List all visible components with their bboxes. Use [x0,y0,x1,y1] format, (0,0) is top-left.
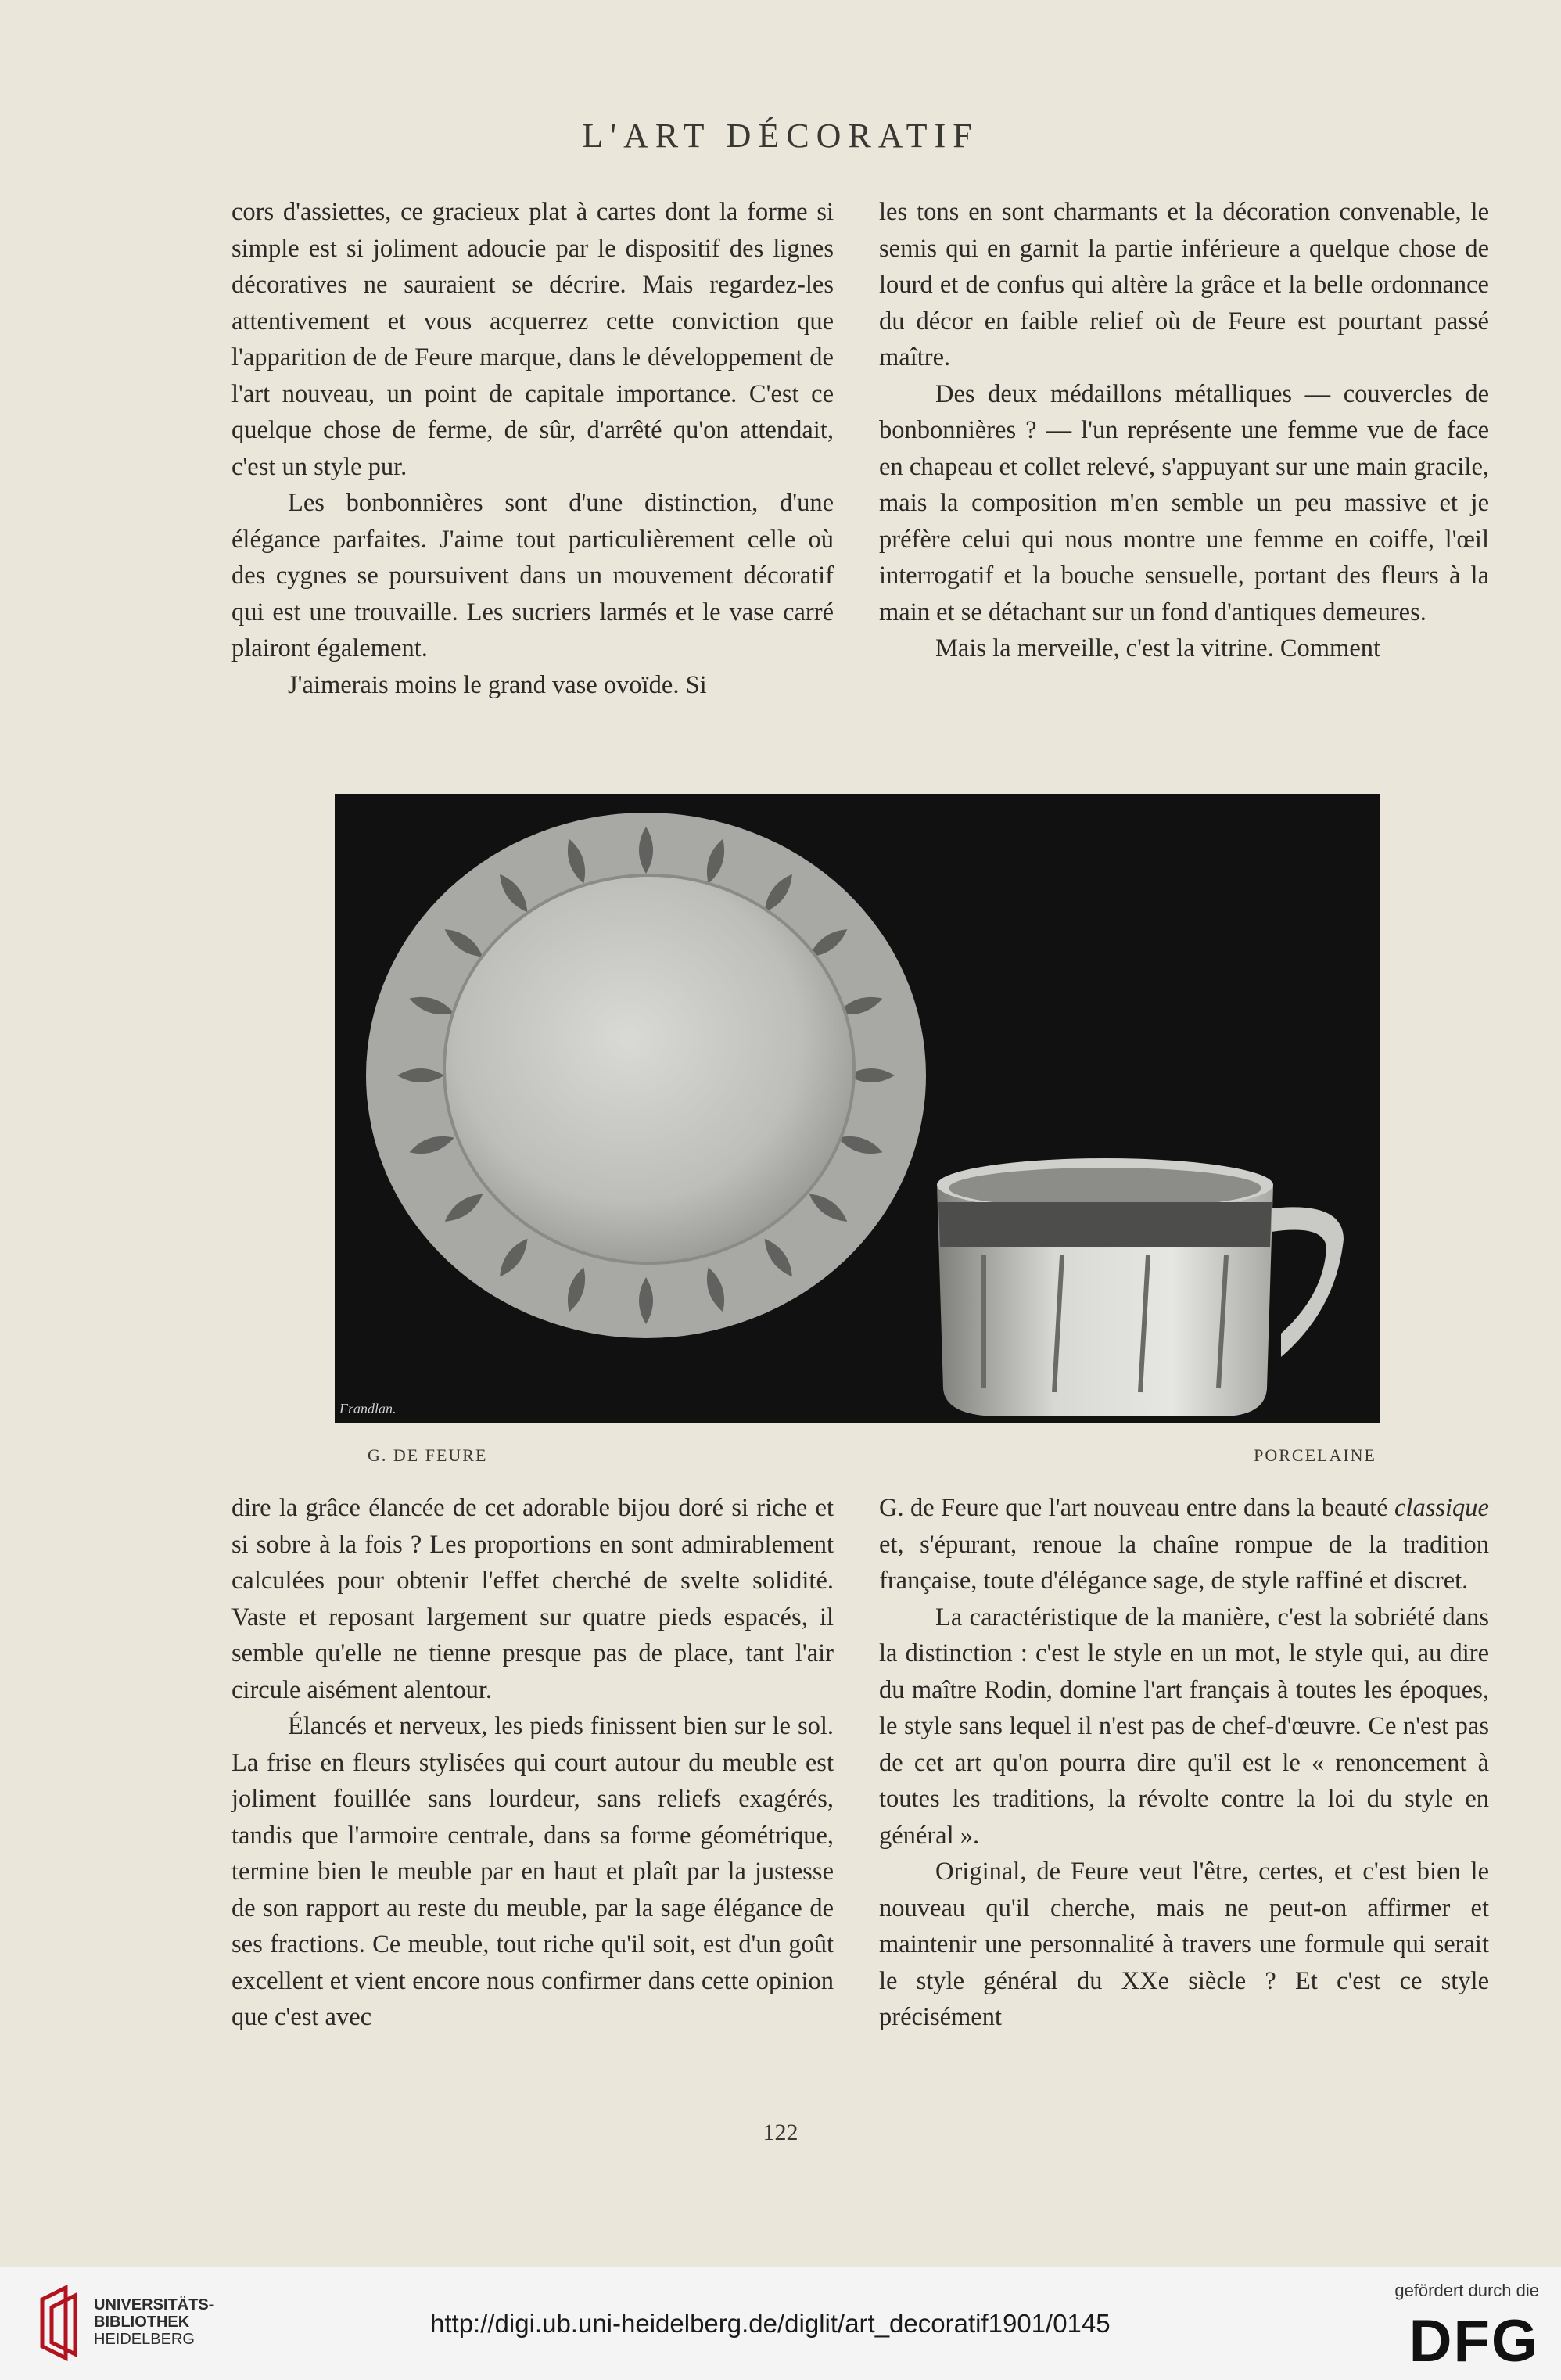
text-column-bottom-right [879,1490,1489,2036]
emphasis: classique [1394,1494,1489,1522]
page-number: 122 [763,2120,798,2145]
funding-note: gefördert durch die [1394,2281,1539,2300]
digitization-footer [0,2267,1561,2380]
paragraph: dire la grâce élancée de cet adorable bijou doré si riche et si sobre à la fois ? Les proportions en sont admirablement calculées pour obtenir l'effet cherché de svelte solidité. Vaste et reposant largement sur quatre pieds espacés, il semble qu'elle ne tienne presque pas de place, tant l'air circule aisément alentour. [231,1494,834,1704]
plate-well [444,875,854,1263]
paragraph-text: et, s'épurant, renoue la chaîne rompue de la tradition française, toute d'élégance sage, de style raffiné et discret. [879,1530,1489,1595]
library-line: BIBLIOTHEK [94,2314,190,2331]
paragraph-text: G. de Feure que l'art nouveau entre dans la beauté [879,1494,1395,1522]
paragraph: J'aimerais moins le grand vase ovoïde. Si [288,670,707,699]
text-column-top-left [231,194,834,703]
paragraph: cors d'assiettes, ce gracieux plat à cartes dont la forme si simple est si joliment adoucie par le dispositif des lignes décoratives ne sauraient se décrire. Mais regardez-les attentivement et vous acquerrez cette conviction que l'apparition de de Feure marque, dans le développement de l'art nouveau, un point de capitale importance. C'est ce quelque chose de ferme, de sûr, d'arrêté qu'on attendait, c'est un style pur. [231,198,834,481]
library-logo-icon [34,2284,89,2362]
paragraph [879,1490,1489,1599]
paragraph: Mais la merveille, c'est la vitrine. Comment [935,634,1381,662]
permalink[interactable]: http://digi.ub.uni-heidelberg.de/diglit/art_decoratif1901/0145 [430,2309,1111,2338]
text-column-bottom-left [231,1490,834,2036]
library-line: UNIVERSITÄTS- [94,2296,214,2314]
library-name [94,2296,214,2348]
funder-logo: DFG [1408,2308,1539,2375]
caption-material: PORCELAINE [1254,1445,1376,1465]
porcelain-photograph [335,794,1380,1423]
paragraph: Original, de Feure veut l'être, certes, et c'est bien le nouveau qu'il cherche, mais ne peut-on affirmer et maintenir une personnalité à travers une formule qui serait le style général du XXe siècle ? Et c'est ce style précisément [879,1858,1489,2031]
plate-and-cup-image [335,794,1380,1423]
paragraph: Les bonbonnières sont d'une distinction, d'une élégance parfaites. J'aime tout particulièrement celle où des cygnes se poursuivent dans un mouvement décoratif qui est une trouvaille. Les sucriers larmés et le vase carré plairont également. [231,489,834,662]
photographer-mark: Frandlan. [339,1401,397,1416]
running-title: L'ART DÉCORATIF [582,117,979,155]
paragraph: Des deux médaillons métalliques — couvercles de bonbonnières ? — l'un représente une femme vue de face en chapeau et collet relevé, s'appuyant sur une main gracile, mais la composition m'en semble un peu massive et je préfère celui qui nous montre une femme en coiffe, l'œil interrogatif et la bouche sensuelle, portant des fleurs à la main et se détachant sur un fond d'antiques demeures. [879,379,1489,626]
text-column-top-right [879,194,1489,667]
caption-artist: G. DE FEURE [368,1445,488,1465]
paragraph: les tons en sont charmants et la décoration convenable, le semis qui en garnit la partie inférieure a quelque chose de lourd et de confus qui altère la grâce et la belle ordonnance du décor en faible relief où de Feure est pourtant passé maître. [879,198,1489,372]
paragraph: Élancés et nerveux, les pieds finissent bien sur le sol. La frise en fleurs stylisées qui court autour du meuble est joliment fouillée sans lourdeur, sans reliefs exagérés, tandis que l'armoire centrale, dans sa forme géométrique, termine bien le meuble par en haut et plaît par la justesse de son rapport au reste du meuble, par la sage élégance de ses fractions. Ce meuble, tout riche qu'il soit, est d'un goût excellent et vient encore nous confirmer dans cette opinion que c'est avec [231,1712,834,2031]
paragraph: La caractéristique de la manière, c'est la sobriété dans la distinction : c'est le style en un mot, le style qui, au dire du maître Rodin, domine l'art français à toutes les époques, le style sans lequel il n'est pas de chef-d'œuvre. Ce n'est pas de cet art qu'on pourra dire qu'il est le « renoncement à toutes les traditions, la révolte contre la loi du style en général ». [879,1603,1489,1850]
library-line: HEIDELBERG [94,2331,195,2348]
